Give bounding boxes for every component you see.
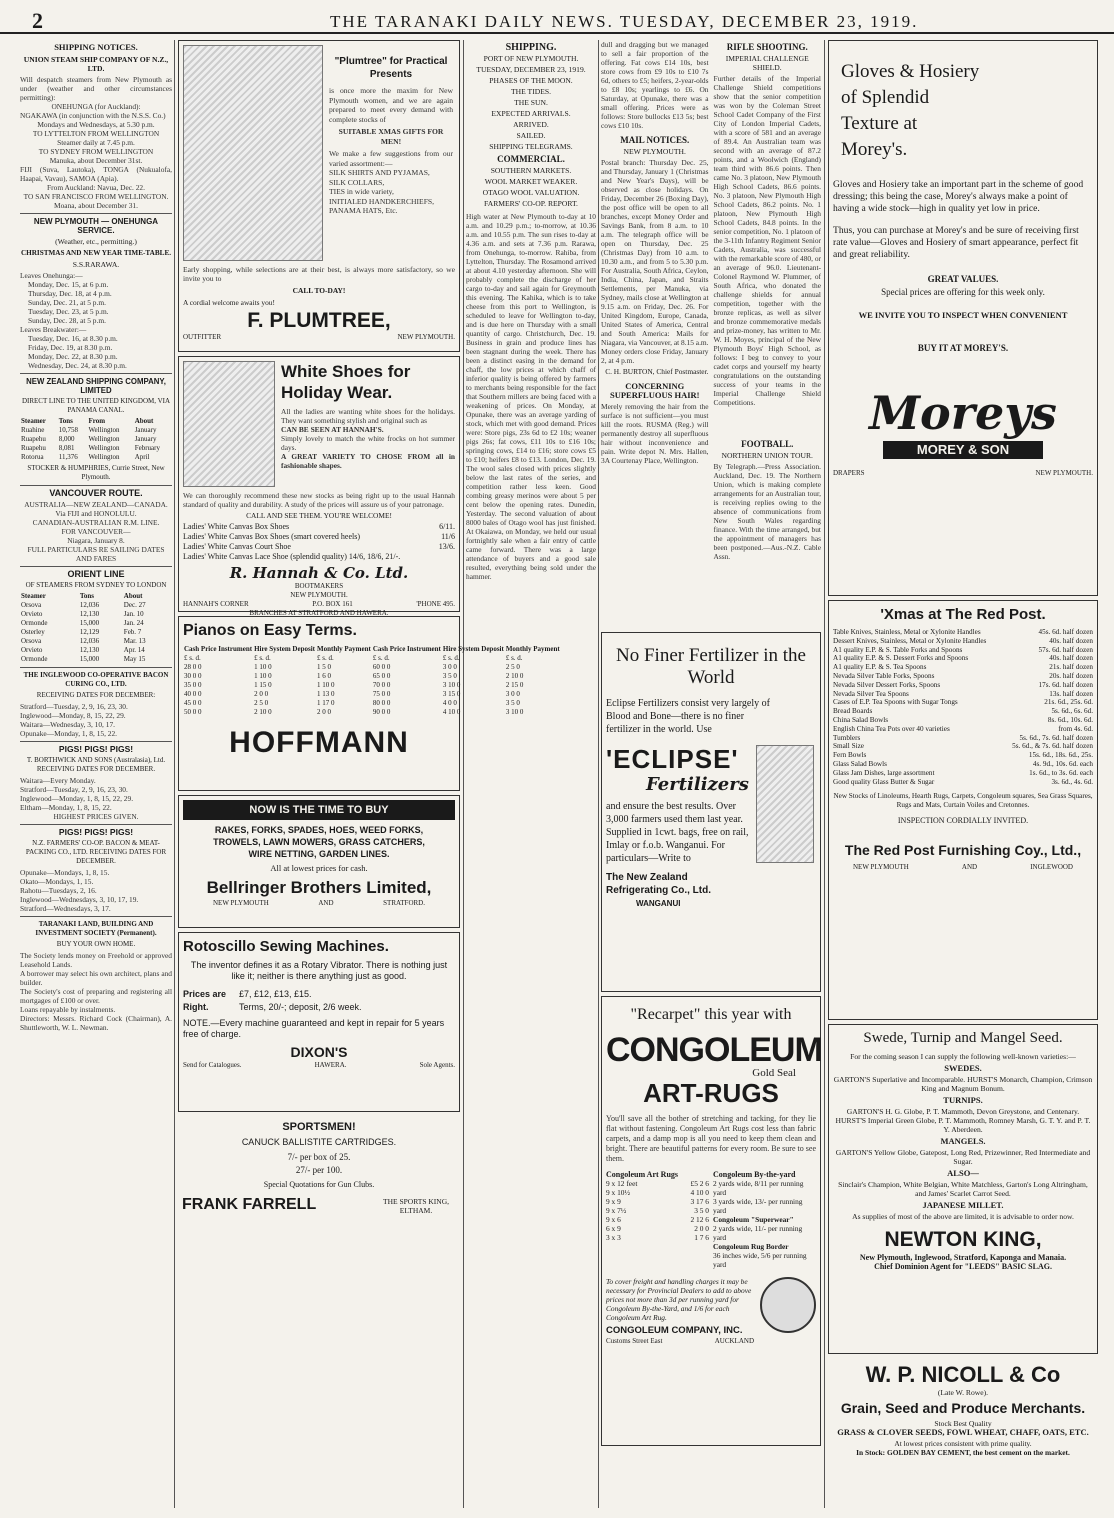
ad-body: You'll save all the bother of stretching and tacking, for they lie flat without fastening. Congoleum Art Rugs cost less than fabric carpets, and a damp mop is all you need to keep them clean and bright. There are beautiful patterns for every room. Be sure to see them. [606, 1114, 816, 1163]
table-row: 50 0 0 2 10 0 2 0 0 90 0 0 4 10 0 3 10 0 [184, 708, 524, 716]
tailor-illustration [183, 45, 323, 261]
table-row: 35 0 0 1 15 0 1 10 0 70 0 0 3 10 0 2 15 0 [184, 681, 524, 689]
ad-title: NEW ZEALAND SHIPPING COMPANY, LIMITED [26, 377, 166, 395]
table-row: Orsova 12,036 Dec. 27 [21, 601, 146, 609]
special-label: Special prices are offering for this week only. [881, 287, 1045, 297]
brand-name: CONGOLEUM [606, 1031, 822, 1069]
place-label: INGLEWOOD [1030, 863, 1073, 872]
ad-text [329, 55, 453, 216]
invite-label: WE INVITE YOU TO INSPECT WHEN CONVENIENT [858, 310, 1068, 320]
list-item: 9 x 6 2 12 6 [606, 1215, 709, 1224]
table-row: 30 0 0 1 10 0 1 6 0 65 0 0 3 5 0 2 10 0 [184, 672, 524, 680]
column-rule [598, 40, 599, 1508]
orient-line-ad [20, 570, 172, 664]
company-name: The New Zealand Refrigerating Co., Ltd. [606, 872, 711, 896]
list-item: 9 x 9 3 17 6 [606, 1197, 709, 1206]
note: NOTE.—Every machine guaranteed and kept in repair for 5 years free of charge. [183, 1018, 445, 1039]
sailing-table: Steamer Tons From About Ruahine 10,758 Wellington January Ruapehu 8,000 Wellington January Ruapehu 8,081 Wellington February Rotorua 11,376 Wellington April [20, 417, 172, 462]
list-item: Ladies' White Canvas Court Shoe 13/6. [183, 542, 455, 551]
nicoll-ad [828, 1358, 1098, 1478]
building-society-ad [20, 920, 172, 1032]
table-row: Osterley 12,129 Feb. 7 [21, 628, 142, 636]
football-body: By Telegraph.—Press Association. Auckland, Dec. 19. The Northern Union, which is making complete arrangements for an Australian tour, is receiving replies owing to the absence of communications from New South Wales regarding finance. With the time arranged, but the appointment of managers has been postponed.—Aus.-N.Z. Cable Assn. [713, 462, 821, 561]
sub-heading: PHASES OF THE MOON. [489, 76, 573, 85]
seed-list: GARTON'S Superlative and Incomparable. HURST'S Monarch, Champion, Crimson King and Magnum Bonum. [833, 1075, 1093, 1093]
po-label: P.O. BOX 161 [312, 600, 353, 608]
section-heading: SHIPPING NOTICES. [54, 42, 138, 52]
seed-list: GARTON'S Yellow Globe, Gatepost, Long Red, Prizewinner, Red Intermediate and Sugar. [835, 1148, 1091, 1166]
list-item: 9 x 12 feet £5 2 6 [606, 1179, 709, 1188]
note: At lowest prices consistent with prime quality. [894, 1439, 1032, 1448]
ad-title: Grain, Seed and Produce Merchants. [840, 1400, 1086, 1416]
brand-sub: BOOTMAKERS [294, 582, 344, 590]
seal-label: Gold Seal [752, 1067, 796, 1079]
brand-name: R. Hannah & Co. Ltd. [229, 564, 409, 582]
brand-tag: THE SPORTS KING, ELTHAM. [382, 1197, 449, 1215]
list-item: A1 quality E.P. & S. Dessert Forks and Spoons 40s. half dozen [833, 654, 1093, 663]
newspaper-title: THE TARANAKI DAILY NEWS. TUESDAY, DECEMBER 23, 1919. [330, 12, 919, 31]
seed-note: As supplies of most of the above are limited, it is advisable to order now. [852, 1212, 1074, 1221]
pigs-farmers-ad [20, 828, 172, 913]
table-row: Ruapehu 8,000 Wellington January [21, 435, 157, 443]
town-label: WANGANUI [636, 899, 681, 908]
sub-heading: IMPERIAL CHALLENGE SHIELD. [725, 54, 809, 72]
ad-title: THE INGLEWOOD CO-OPERATIVE BACON CURING CO., LTD. [23, 671, 169, 688]
ad-subtitle: DIRECT LINE TO THE UNITED KINGDOM, VIA PANAMA CANAL. [21, 397, 171, 414]
news-body: High water at New Plymouth to-day at 10 a.m. and 10.29 p.m.; to-morrow, at 10.36 a.m. and 10.55 p.m. The sun rises to-day at 4.36 a.m. and sets at 7.36 p.m. Rarawa, from Onehunga, to-morrow. Rahiba, from Lyttelton, Thursday. The Rosamond arrived at about 4.10 yesterday afternoon. She will probably complete the discharge of her cargo to-day and sail again for Greymouth this evening. The Kahika, which is to take cheese from this port to Wellington, is scheduled to leave for Wellington to-day, and is due here on Thursday with a small quantity of cargo. Christchurch, Dec. 19. Business in grain and produce lines has been stagnant during the week. There has been a distinct easing in the demand for chaff, the low prices at which chaff of inferior quality is being offered by farmers to merchants being responsible for the fact that Southern millers are being faced with a weakening of prices. On Monday, at Opunake, there was an average yarding of stock, which met with good demand. Prices were: Store pigs, 23s 6d to £2 10s; weaner pigs 26s; fat cows, £11 10s to £16 10s; springing cows, £14 to £16; store cows £5 to £10; heifers £8 to £13. London, Dec. 19. The wool sales closed with prices slightly below the last rates of the series, and competition rather less keen. Good combing greasy merinos were about 5 per cent below the opening rates. Dunedin, Yesterday. The second valuation of about 8000 bales of Otago wool has just finished. At Okaiawa, on Monday, we held our usual fortnightly sale when a fair entry of cattle came forward. There was a large attendance of buyers and a good sale resulted, everything being sold under the hammer. [466, 212, 596, 581]
list-title: Congoleum Art Rugs [606, 1170, 679, 1179]
ad-subtitle: OF STEAMERS FROM SYDNEY TO LONDON [25, 581, 167, 589]
sub-heading: SOUTHERN MARKETS. [490, 166, 572, 175]
news-right [714, 40, 822, 628]
agents-label: Sole Agents. [419, 1061, 455, 1069]
congoleum-ad [601, 996, 821, 1446]
moreys-logo: Moreys [869, 386, 1057, 440]
ad-title: SPORTSMEN! [282, 1121, 356, 1133]
places-label: New Plymouth, Inglewood, Stratford, Kaponga and Manaia. [859, 1253, 1067, 1262]
price-values: £7, £12, £13, £15. Terms, 20/-; deposit, 2/6 week. [239, 989, 362, 1012]
plumtree-ad [178, 40, 460, 352]
freight-note: To cover freight and handling charges it may be necessary for Provincial Dealers to add to above prices not more than 3d per running yard for Congoleum By-the-Yard, and 1/6 for each Congoleum Art Rug. [606, 1277, 752, 1322]
list-item: Table Knives, Stainless, Metal or Xylonite Handles 45s. 6d. half dozen [833, 628, 1093, 636]
ship-name: S.S.RARAWA. [72, 260, 120, 269]
list-item: English China Tea Pots over 40 varieties from 4s. 6d. [833, 724, 1093, 733]
sub-heading: THE SUN. [514, 98, 548, 107]
city-label: AUCKLAND [714, 1337, 754, 1345]
note: Special Quotations for Gun Clubs. [263, 1180, 375, 1189]
column-rule [824, 40, 825, 1508]
list-item: Ladies' White Canvas Box Shoes (smart covered heels) 11/6 [183, 532, 455, 541]
piano-price-table: Cash Price Instrument Hire System Deposit Monthly Payment Cash Price Instrument Hire System Deposit Monthly Payment £ s. d. £ s. d. £ s. d. £ s. d. £ s. d. £ s. d. 28 0 0 1 10 0 1 5 0 60 0 0 3 0 0 2 5 0 30 0 0 1 10 0 1 6 0 65 0 0 3 5 0 2 10 0 35 0 0 1 15 0 1 10 0 70 0 0 3 10 0 2 15 0 40 0 0 2 0 0 1 13 0 75 0 0 3 15 0 3 0 0 45 0 0 2 5 0 1 17 0 80 0 0 4 0 0 3 5 0 50 0 0 2 10 0 2 0 0 90 0 0 4 10 0 3 10 0 [184, 645, 560, 716]
sub-heading: JAPANESE MILLET. [922, 1200, 1004, 1210]
news-row [601, 40, 821, 628]
list-item: Glass Jam Dishes, large assortment 1s. 6d., to 3s. 6d. each [833, 768, 1093, 777]
list-item: Nevada Silver Dessert Forks, Spoons 17s. 6d. half dozen [833, 680, 1093, 689]
ad-title: VANCOUVER ROUTE. [49, 488, 143, 498]
ad-title: White Shoes for Holiday Wear. [281, 362, 411, 402]
table-row: Orvieto 12,130 Jan. 10 [21, 610, 144, 618]
moreys-ad [828, 40, 1098, 596]
ad-body: is once more the maxim for New Plymouth women, and we are again prepared to meet every demand with complete stocks of SUITABLE XMAS GIFTS FOR MEN! We make a few suggestions from our varied assortment:— SILK SHIRTS AND PYJAMAS, SILK COLLARS, TIES in wide variety, INITIALED HANDKERCHIEFS, PANAMA HATS, Etc. [329, 86, 453, 215]
call-text: CALL TO-DAY! [292, 286, 346, 295]
ad-title: TARANAKI LAND, BUILDING AND INVESTMENT SOCIETY (Permanent). [35, 920, 157, 937]
bellringer-ad [178, 795, 460, 928]
ad-title: 'Xmas at The Red Post. [880, 606, 1046, 623]
table-row: Orvieto 12,130 Apr. 14 [21, 646, 145, 654]
brand-name: Bellringer Brothers Limited, [206, 878, 432, 897]
agents: STOCKER & HUMPHRIES, Currie Street, New Plymouth. [27, 464, 165, 481]
ad-body: Stratford—Tuesday, 2, 9, 16, 23, 30. Inglewood—Monday, 8, 15, 22, 29. Waitara—Wednesday, 3, 10, 17. Opunake—Monday, 1, 8, 15, 22. [20, 702, 128, 738]
welcome-text: A cordial welcome awaits you! [183, 298, 275, 307]
prices-block [183, 988, 455, 1014]
footer-text [606, 1277, 754, 1346]
section-heading: SHIPPING. [505, 42, 557, 53]
brand-row [182, 1195, 456, 1215]
corner-label: HANNAH'S CORNER [183, 600, 249, 608]
table-row: £ s. d. £ s. d. £ s. d. £ s. d. £ s. d. £ s. d. [184, 654, 523, 662]
invite-label: INSPECTION CORDIALLY INVITED. [897, 816, 1029, 826]
ad-subtitle: T. BORTHWICK AND SONS (Australasia), Ltd. RECEIVING DATES FOR DECEMBER. [26, 756, 166, 773]
table-row: 40 0 0 2 0 0 1 13 0 75 0 0 3 15 0 3 0 0 [184, 690, 520, 698]
ad-subtitle: CANUCK BALLISTITE CARTRIDGES. [241, 1137, 397, 1147]
ad-body: We can thoroughly recommend these new stocks as being right up to the usual Hannah standard of quality and durability. A study of the prices will assure us of your patronage. [183, 491, 455, 509]
brand-name: DIXON'S [290, 1044, 348, 1060]
note: All at lowest prices for cash. [270, 863, 368, 873]
agent-label: Chief Dominion Agent for "LEEDS" BASIC SLAG. [874, 1262, 1052, 1271]
list-item: Ladies' White Canvas Lace Shoe (splendid quality) 14/6, 18/6, 21/-. [183, 552, 401, 561]
list-title: Congoleum By-the-yard [713, 1170, 796, 1179]
sub-heading: MANGELS. [940, 1136, 986, 1146]
place-label: NEW PLYMOUTH. [1035, 469, 1093, 477]
news-left [601, 40, 709, 628]
brand-name: The Red Post Furnishing Coy., Ltd., [844, 842, 1082, 859]
red-post-ad [828, 600, 1098, 1020]
list-item: 3 x 3 1 7 6 [606, 1233, 709, 1242]
ad-title: NEW PLYMOUTH — ONEHUNGA SERVICE. [33, 217, 159, 235]
price-label: 7/- per box of 25. [287, 1152, 351, 1162]
ad-title: ORIENT LINE [67, 569, 125, 579]
brand-name: NEWTON KING, [884, 1228, 1042, 1251]
section-heading: MAIL NOTICES. [620, 135, 690, 145]
buy-label: BUY IT AT MOREY'S. [917, 343, 1009, 353]
place-label: NEW PLYMOUTH [853, 863, 909, 872]
ad-title: PIGS! PIGS! PIGS! [58, 744, 134, 754]
hoffmann-pianos-ad [178, 616, 560, 791]
ad-subtitle: RECEIVING DATES FOR DECEMBER: [36, 691, 156, 699]
lady-illustration [183, 361, 275, 487]
logo-subtitle: MOREY & SON [883, 441, 1043, 459]
table-row: Ormonde 15,000 Jan. 24 [21, 619, 144, 627]
sub-heading: PORT OF NEW PLYMOUTH. [483, 54, 579, 63]
column-news-and-ads [601, 40, 821, 1510]
ad-body: Gloves and Hosiery take an important part in the scheme of good dressing; this being the case, Morey's always make a point of having a wide stock—high in quality yet low in price. [833, 179, 1084, 214]
ad-body: Eclipse Fertilizers consist very largely of Blood and Bone—there is no finer fertilizer in the world. Use [606, 698, 770, 735]
town-label: HAWERA. [314, 1061, 347, 1069]
table-row: Ruapehu 8,081 Wellington February [21, 444, 160, 452]
bacon-curing-ad [20, 671, 172, 738]
late-label: (Late W. Rowe). [937, 1388, 989, 1397]
brand-sub: Fertilizers [646, 774, 749, 795]
ad-title: Pianos on Easy Terms. [183, 622, 357, 639]
list-item: Bread Boards 5s. 6d., 6s. 6d. [833, 707, 1093, 716]
section-heading: COMMERCIAL. [497, 154, 565, 164]
column-right-ads [828, 40, 1098, 1510]
list-item: Cases of E.P. Tea Spoons with Sugar Tongs 21s. 6d., 25s. 6d. [833, 698, 1093, 707]
street-label: Customs Street East [606, 1337, 663, 1345]
timetable-title: CHRISTMAS AND NEW YEAR TIME-TABLE. [20, 249, 172, 257]
column-rule [174, 40, 175, 1508]
ad-title: No Finer Fertilizer in the World [616, 645, 806, 688]
place-label: NEW PLYMOUTH. [290, 591, 348, 599]
quality-label: Stock Best Quality [934, 1419, 992, 1428]
phone-label: 'PHONE 495. [416, 600, 455, 608]
yard-list: Congoleum By-the-yard 2 yards wide, 8/11 per running yard 3 yards wide, 13/- per running yard Congoleum "Superwear" 2 yards wide, 11/- per running yard Congoleum Rug Border 36 inches wide, 5/6 per running yard [713, 1170, 816, 1269]
brand-name: HOFFMANN [229, 726, 409, 759]
farmer-illustration [756, 745, 814, 863]
table-row: 28 0 0 1 10 0 1 5 0 60 0 0 3 0 0 2 5 0 [184, 663, 520, 671]
table-row: 45 0 0 2 5 0 1 17 0 80 0 0 4 0 0 3 5 0 [184, 699, 520, 707]
sub-heading: ALSO— [947, 1168, 979, 1178]
ad-subtitle: (Weather, etc., permitting.) [55, 237, 137, 246]
postmaster: C. H. BURTON, Chief Postmaster. [605, 367, 709, 376]
vancouver-route-ad [20, 489, 172, 563]
section-heading: CONCERNING SUPERFLUOUS HAIR! [610, 381, 700, 400]
pigs-borthwick-ad [20, 745, 172, 821]
table-row: Ormonde 15,000 May 15 [21, 655, 146, 663]
list-item: Glass Salad Bowls 4s. 9d., 10s. 6d. each [833, 759, 1093, 768]
market-report: dull and dragging but we managed to sell a fair proportion of the offering. Fat cows £14 10s, best store cows from £9 10s to £10 7s 6d, others to £5; heifers, 2-year-olds to £8 10s; yearlings to £6. On Saturday, at Opunake, there was a small offering. Prices were as follows: Store bullocks £13 5s; best cows £10 10s. [601, 40, 709, 130]
timetable: Leaves Onehunga:— Monday, Dec. 15, at 6 p.m. Thursday, Dec. 18, at 4 p.m. Sunday, Dec. 21, at 5 p.m. Tuesday, Dec. 23, at 5 p.m. Sunday, Dec. 28, at 5 p.m. Leaves Breakwater:— Tuesday, Dec. 16, at 8.30 p.m. Friday, Dec. 19, at 8.30 p.m. Monday, Dec. 22, at 8.30 p.m. Wednesday, Dec. 24, at 8.30 p.m. [20, 271, 127, 370]
table-row: Ruahine 10,758 Wellington January [21, 426, 157, 434]
table-row: Orsova 12,036 Mar. 13 [21, 637, 146, 645]
brand-sub: ART-RUGS [643, 1078, 779, 1108]
values-label: GREAT VALUES. [927, 274, 999, 284]
rifle-body: Further details of the Imperial Challenge Shield competitions show that the senior competition was won by the Coleman Street School Cadet Company of the First City of London Imperial Cadets, with a score of 581 and an average of 89.4. An Australian team was second with an average of 87.2 points, and a Woolwich (England) team third with 86.6 points. Then came No. 3 platoon, New Plymouth High School Cadets, 86.6 points. No. 3 platoon, New Plymouth High School Cadets, 86.2 points. No. 1 platoon, New Plymouth High School Cadets, 84.8 points. In the senior competition, No. 1 platoon of the 3-11th Infantry Regiment Senior Cadets, Australia, was successful with the remarkable score of 480, or an average of 96.0. Lieutenant-Colonel Raymond W. Plummer, of South Africa, who donated the challenge shields for annual competition, together with the bronze replicas, as well as silver and bronze commemorative medals and prize-money, has written to Mr. W. H. Moyes, principal of the New Plymouth Boys' High School, as follows: I beg to convey to your cadet corps and yourself my hearty congratulations on the outstanding success of your teams in the Imperial Challenge Shield Competitions. [713, 74, 821, 407]
sub-heading: SHIPPING TELEGRAMS. [489, 142, 573, 151]
list-item: 9 x 7½ 3 5 0 [606, 1206, 709, 1215]
ad-body: RAKES, FORKS, SPADES, HOES, WEED FORKS, TROWELS, LAWN MOWERS, GRASS CATCHERS, WIRE NETTING, GARDEN LINES. [213, 825, 425, 859]
sub-heading: TURNIPS. [943, 1095, 983, 1105]
sub-heading: NORTHERN UNION TOUR. [721, 451, 813, 460]
tagline: and ensure the best results. Over 3,000 farmers used them last year. Supplied in 1cwt. bags, free on rail, Imlay or f.o.b. Wanganui. For particulars—Write to [606, 801, 749, 864]
mail-body: Postal branch: Thursday Dec. 25, and Thursday, January 1 (Christmas and New Year's Days), will be observed as close holidays. On Friday, December 26 (Boxing Day), the post office will be open to all branches, except Money Order and Savings Bank, from 8 a.m. to 10 a.m. The telegraph office will be open on Thursday, Dec. 25 (Christmas Day) from 10 a.m. to 10.30 a.m., and from 5 to 5.30 p.m. For Australia, South Africa, Ceylon, India, China, Japan, and Straits Settlements, per Manuka, via Sydney, mails close at Wellington at 9.15 a.m. on Friday, Dec. 26. For United Kingdom, Europe, Canada, United States of America, Central and South America: Mails for Niagara, via Vancouver, at 8.15 a.m. Money orders close Friday, January 2, at 4 p.m. [601, 158, 709, 365]
place-label: AND [961, 863, 978, 872]
column-shipping-news [466, 40, 596, 1510]
ad-body: AUSTRALIA—NEW ZEALAND—CANADA. Via FIJI and HONOLULU. CANADIAN-AUSTRALIAN R.M. LINE. FOR VANCOUVER— Niagara, January 8. FULL PARTICULARS RE SAILING DATES AND FARES [24, 500, 168, 563]
place-label: NEW PLYMOUTH. [397, 333, 455, 341]
sub-heading: TUESDAY, DECEMBER 23, 1919. [476, 65, 586, 74]
call-text: CALL AND SEE THEM. YOU'RE WELCOME! [246, 511, 392, 520]
sub-heading: NEW PLYMOUTH. [623, 147, 686, 156]
price-list [183, 522, 455, 562]
list-item: Small Size 5s. 6d., & 7s. 6d. half dozen [833, 742, 1093, 751]
brand-name: 'ECLIPSE' [606, 744, 739, 774]
ad-body: Will despatch steamers from New Plymouth as under (weather and other circumstances permitting): ONEHUNGA (for Auckland): NGAKAWA (in conjunction with the N.S.S. Co.) Mondays and Wednesdays, at 5.30 p.m. TO LYTTELTON FROM WELLINGTON Steamer daily at 7.45 p.m. TO SYDNEY FROM WELLINGTON Manuka, about December 31st. FIJI (Suva, Lautoka), TONGA (Nukualofa, Haapai, Vavau), SAMOA (Apia). From Auckland: Navua, Dec. 22. TO SAN FRANCISCO FROM WELLINGTON. Moana, about December 31. [20, 75, 172, 210]
list-item: 9 x 10½ 4 10 0 [606, 1188, 709, 1197]
rotoscillo-ad [178, 932, 460, 1112]
list-item: China Salad Bowls 8s. 6d., 10s. 6d. [833, 715, 1093, 724]
stock-items: GRASS & CLOVER SEEDS, FOWL WHEAT, CHAFF, OATS, ETC. [837, 1427, 1089, 1437]
page-number: 2 [32, 8, 43, 33]
rugs-list [606, 1170, 709, 1269]
ad-title: "Recarpet" this year with [630, 1006, 792, 1023]
section-heading: FOOTBALL. [741, 439, 794, 449]
union-steam-ad [20, 55, 172, 210]
footer-text: Early shopping, while selections are at their best, is always more satisfactory, so we invite you to [183, 265, 455, 283]
prices-label: Prices are Right. [183, 989, 227, 1012]
send-label: Send for Catalogues. [183, 1061, 242, 1069]
stock-note: In Stock: GOLDEN BAY CEMENT, the best cement on the market. [856, 1448, 1070, 1457]
hair-body: Merely removing the hair from the surface is not sufficient—you must kill the roots. RUSMA (Reg.) will permanently destroy all superfluous hair without inconvenience and pain. Write depot N. Mrs. Hallen, 3A Courtenay Place, Wellington. [601, 402, 709, 465]
list-item: Tumblers 5s. 6d., 7s. 6d. half dozen [833, 733, 1093, 742]
ad-body: The inventor defines it as a Rotary Vibrator. There is nothing just like it; neither is there anything just as good. [190, 960, 448, 981]
list-item: 6 x 9 2 0 0 [606, 1224, 709, 1233]
hannah-shoes-ad [178, 356, 460, 617]
nz-shipping-company-ad [20, 377, 172, 482]
ad-body: Waitara—Every Monday. Stratford—Tuesday, 2, 9, 16, 23, 30. Inglewood—Monday, 1, 8, 15, 22, 29. Eltham—Monday, 1, 8, 15, 22. HIGHEST PRICES GIVEN. [20, 776, 139, 821]
branches-label: BRANCHES AT STRATFORD AND HAWERA. [249, 609, 389, 617]
section-heading: RIFLE SHOOTING. [726, 42, 808, 52]
sub-heading: SAILED. [516, 131, 546, 140]
ad-body: The Society lends money on Freehold or approved Leasehold Lands. A borrower may select his own architect, plans and builder. The Society's cost of preparing and registering all mortgages of £100 or over. Loans repayable by instalments. Directors: Messrs. Richard Cock (Chairman), A. Shuttleworth, W. L. Newman. [20, 951, 172, 1032]
ad-title: PIGS! PIGS! PIGS! [58, 827, 134, 837]
ad-body: Thus, you can purchase at Morey's and be sure of receiving first rate value—Gloves and Hosiery of smart appearance, perfect fit and great reliability. [833, 225, 1079, 260]
sub-heading: OTAGO WOOL VALUATION. [482, 188, 580, 197]
column-rule [463, 40, 464, 1508]
ad-details [183, 491, 455, 618]
seed-list: Sinclair's Champion, White Belgian, White Matchless, Garton's Long Altringham, and James' Scarlet Carrot Seed. [838, 1180, 1088, 1198]
ad-text [281, 361, 455, 470]
sub-heading: ARRIVED. [513, 120, 549, 129]
brand-name: FRANK FARRELL [182, 1196, 317, 1213]
newton-king-seed-ad [828, 1024, 1098, 1354]
place-label: NEW PLYMOUTH [213, 899, 269, 907]
seed-list: GARTON'S H. G. Globe, P. T. Mammoth, Devon Greystone, and Centenary. HURST'S Imperial Green Globe, P. T. Mammoth, Romney Marsh, G. T. Y. and P. T. Y. Aberdeen. [835, 1107, 1091, 1134]
ad-title: Rotoscillo Sewing Machines. [183, 938, 389, 955]
ad-body: All the ladies are wanting white shoes for the holidays. They want something stylish and original such as CAN BE SEEN AT HANNAH'S. Simply lovely to match the white frocks on hot summer days. A GREAT VARIETY TO CHOSE FROM all in fashionable shapes. [281, 407, 455, 470]
sub-heading: WOOL MARKET WEAKER. [484, 177, 578, 186]
list-item: Ladies' White Canvas Box Shoes 6/11. [183, 522, 455, 531]
sub-heading: EXPECTED ARRIVALS. [491, 109, 571, 118]
place-label: STRATFORD. [383, 899, 425, 907]
list-item: A1 quality E.P. & S. Tea Spoons 21s. half dozen [833, 663, 1093, 672]
price-columns [606, 1170, 816, 1269]
masthead [0, 0, 1114, 34]
list-item: Nevada Silver Table Forks, Spoons 20s. half dozen [833, 671, 1093, 680]
ad-body: Opunake—Mondays, 1, 8, 15. Okato—Mondays, 1, 15. Rahotu—Tuesdays, 2, 16. Inglewood—Wednesdays, 3, 10, 17, 19. Stratford—Wednesdays, 3, 17. [20, 868, 139, 913]
list-item: Fern Bowls 15s. 6d., 18s. 6d., 25s. [833, 751, 1093, 760]
table-row: Rotorua 11,376 Wellington April [21, 453, 150, 461]
column-shipping-notices [20, 40, 172, 1510]
price-label: 27/- per 100. [295, 1165, 343, 1175]
brand-name: W. P. NICOLL & Co [865, 1362, 1061, 1387]
outfitter-label: OUTFITTER [183, 333, 222, 341]
gold-seal-icon [760, 1277, 816, 1333]
place-label: AND [318, 899, 334, 907]
company-name: CONGOLEUM COMPANY, INC. [606, 1325, 743, 1336]
ad-title: Gloves & Hosiery of Splendid Texture at Morey's. [841, 61, 980, 160]
drapers-label: DRAPERS [833, 469, 865, 477]
footer-row [606, 1277, 816, 1346]
sailing-table: Steamer Tons About Orsova 12,036 Dec. 27 Orvieto 12,130 Jan. 10 Ormonde 15,000 Jan. 24 Osterley 12,129 Feb. 7 Orsova 12,036 Mar. 13 Orvieto 12,130 Apr. 14 Ormonde 15,000 May 15 [20, 592, 172, 664]
ad-footer [183, 265, 455, 342]
ad-subtitle: BUY YOUR OWN HOME. [56, 940, 136, 948]
list-item: Good quality Glass Butter & Sugar 3s. 6d., 4s. 6d. [833, 777, 1093, 786]
list-item: Dessert Knives, Stainless, Metal or Xylonite Handles 40s. half dozen [833, 636, 1093, 645]
sub-heading: THE TIDES. [511, 87, 551, 96]
list-item: A1 quality E.P. & S. Table Forks and Spoons 57s. 6d. half dozen [833, 645, 1093, 654]
list-item: Nevada Silver Tea Spoons 13s. half dozen [833, 689, 1093, 698]
eclipse-fertilizer-ad [601, 632, 821, 992]
ad-intro: For the coming season I can supply the following well-known varieties:— [850, 1052, 1076, 1061]
ad-subtitle: N.Z. FARMERS' CO-OP. BACON & MEAT-PACKING CO., LTD. RECEIVING DATES FOR DECEMBER. [25, 839, 167, 865]
ad-title: Swede, Turnip and Mangel Seed. [863, 1030, 1063, 1046]
brand-name: F. PLUMTREE, [247, 309, 391, 332]
ad-title: UNION STEAM SHIP COMPANY OF N.Z., LTD. [23, 55, 169, 73]
sub-heading: FARMERS' CO-OP. REPORT. [484, 199, 578, 208]
sub-heading: SWEDES. [944, 1063, 982, 1073]
ad-title: NOW IS THE TIME TO BUY [183, 800, 455, 820]
sportsmen-ad [178, 1116, 460, 1276]
ad-title: "Plumtree" for Practical Presents [334, 56, 448, 80]
extra-note: New Stocks of Linoleums, Hearth Rugs, Carpets, Congoleum squares, Sea Grass Squares, Rugs and Mats, Curtain Voiles and Cretonnes. [833, 792, 1093, 810]
price-list [833, 628, 1093, 786]
onehunga-service-ad [20, 217, 172, 370]
